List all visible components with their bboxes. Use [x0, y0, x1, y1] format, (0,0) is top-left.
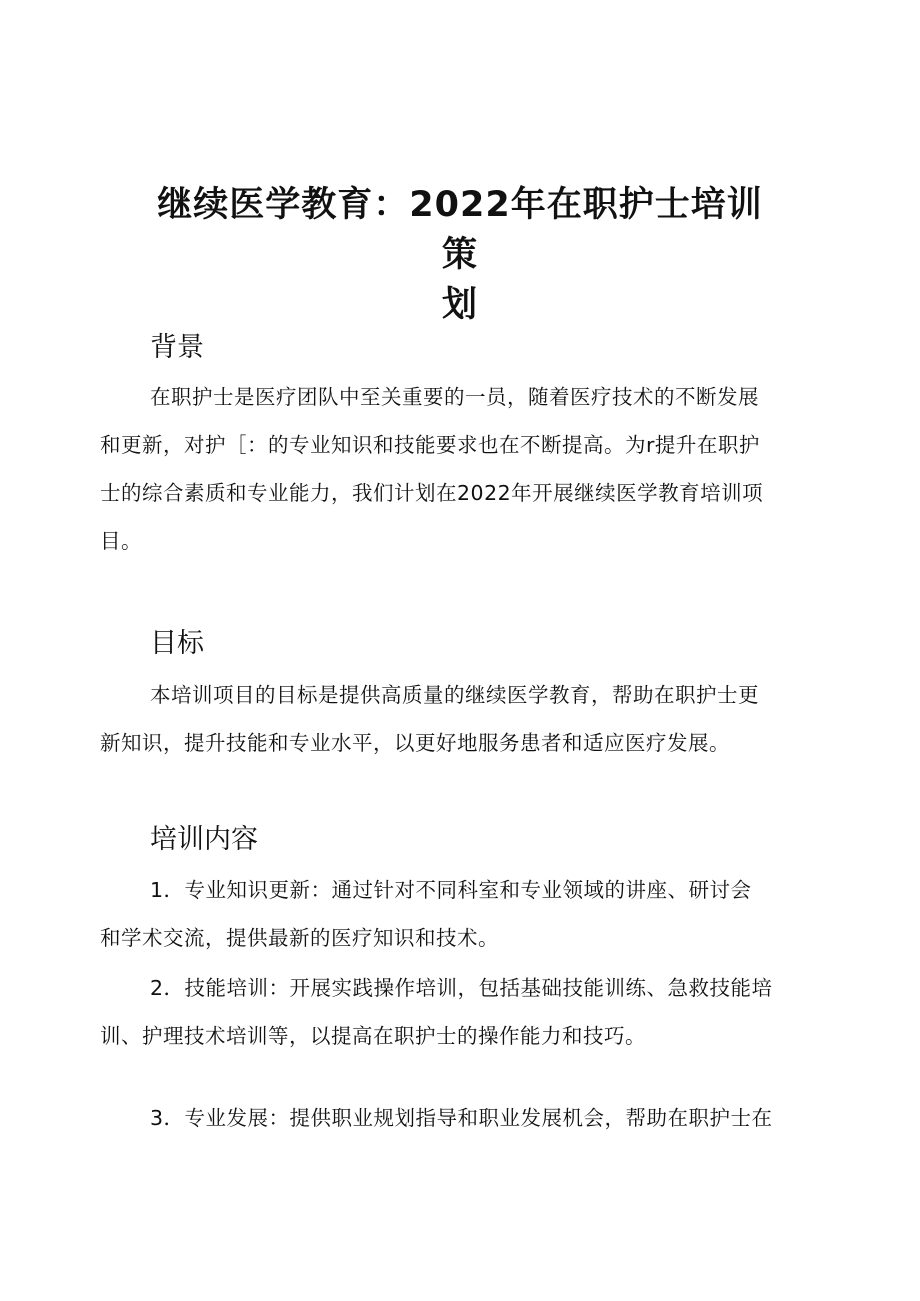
- list-item-knowledge-update: [100, 866, 825, 962]
- heading-training-content: 培训内容: [150, 824, 258, 855]
- list-item-skill-training: [100, 964, 825, 1060]
- list-item-line: 2．技能培训：开展实践操作培训，包括基础技能训练、急救技能培: [150, 976, 773, 1000]
- paragraph-line: 和更新，对护［：的专业知识和技能要求也在不断提高。为r提升在职护: [100, 433, 760, 457]
- list-item-line: 1．专业知识更新：通过针对不同科室和专业领域的讲座、研讨会: [150, 878, 752, 902]
- list-item-line: 训、护理技术培训等，以提高在职护士的操作能力和技巧。: [100, 1024, 646, 1048]
- heading-background: 背景: [150, 332, 204, 363]
- paragraph-line: 在职护士是医疗团队中至关重要的一员，随着医疗技术的不断发展: [150, 385, 759, 409]
- title-line-2: 划: [441, 285, 478, 325]
- list-item-professional-development: [100, 1094, 825, 1142]
- list-item-line: 3．专业发展：提供职业规划指导和职业发展机会，帮助在职护士在: [150, 1106, 773, 1130]
- paragraph-line: 目。: [100, 529, 142, 553]
- paragraph-background: [100, 373, 825, 565]
- list-item-line: 和学术交流，提供最新的医疗知识和技术。: [100, 926, 499, 950]
- paragraph-line: 新知识，提升技能和专业水平，以更好地服务患者和适应医疗发展。: [100, 731, 730, 755]
- paragraph-goal: [100, 671, 825, 767]
- heading-goal: 目标: [150, 628, 204, 659]
- document-title: [150, 180, 770, 330]
- paragraph-line: 本培训项目的目标是提供高质量的继续医学教育，帮助在职护士更: [150, 683, 759, 707]
- title-line-1: 继续医学教育：2022年在职护士培训策: [157, 185, 763, 275]
- paragraph-line: 士的综合素质和专业能力，我们计划在2022年开展继续医学教育培训项: [100, 481, 764, 505]
